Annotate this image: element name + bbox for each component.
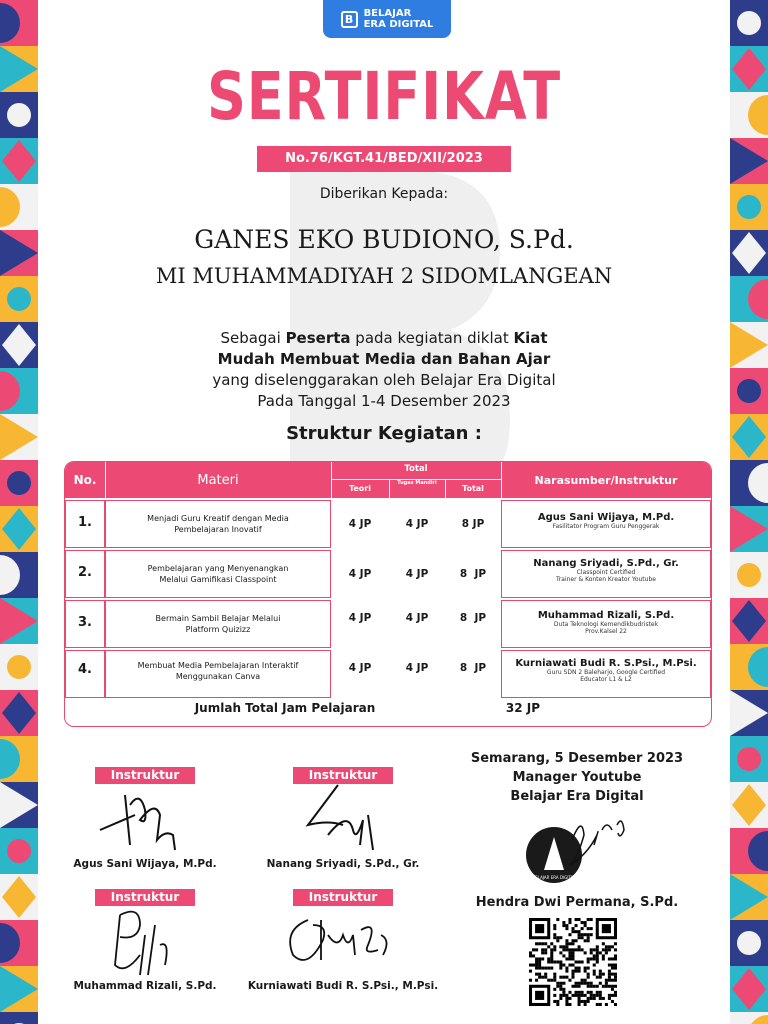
narasumber-role: Educator L1 & L2 xyxy=(580,676,632,683)
row-teori: 4 JP xyxy=(348,568,372,580)
signature-kurniawati xyxy=(283,910,393,970)
border-tile xyxy=(0,598,38,644)
instructor-tag: Instruktur xyxy=(293,767,393,784)
border-tile xyxy=(0,92,38,138)
desc-text: pada kegiatan diklat xyxy=(350,329,514,347)
narasumber-role: Classpoint Certified xyxy=(576,569,636,576)
structure-title: Struktur Kegiatan : xyxy=(286,423,482,444)
border-tile xyxy=(0,966,38,1012)
given-to-label: Diberikan Kepada: xyxy=(319,186,449,202)
desc-organizer: yang diselenggarakan oleh Belajar Era Digital xyxy=(212,371,556,389)
signature-rizali xyxy=(100,905,180,980)
instructor-name: Nanang Sriyadi, S.Pd., Gr. xyxy=(266,858,420,870)
border-tile xyxy=(730,46,768,92)
table-row xyxy=(65,650,711,698)
instructor-name: Agus Sani Wijaya, M.Pd. xyxy=(73,858,217,870)
desc-event: Mudah Membuat Media dan Bahan Ajar xyxy=(217,350,551,368)
border-tile xyxy=(0,874,38,920)
border-tile xyxy=(730,460,768,506)
row-tugas: 4 JP xyxy=(405,662,429,674)
brand-logo-icon: B xyxy=(341,11,358,28)
materi-line: Melalui Gamifikasi Classpoint xyxy=(159,575,277,584)
row-tugas: 4 JP xyxy=(405,518,429,530)
border-tile xyxy=(0,506,38,552)
narasumber-name: Nanang Sriyadi, S.Pd., Gr. xyxy=(533,558,679,569)
materi-line: Pembelajaran Inovatif xyxy=(174,525,262,534)
table-row xyxy=(65,550,711,598)
border-tile xyxy=(0,552,38,598)
materi-line: Menjadi Guru Kreatif dengan Media xyxy=(147,514,289,523)
border-tile xyxy=(0,644,38,690)
header-divider xyxy=(331,479,501,480)
recipient-name: GANES EKO BUDIONO, S.Pd. xyxy=(194,225,574,254)
instructor-tag: Instruktur xyxy=(95,767,195,784)
narasumber-role: Guru SDN 2 Baleharjo, Google Certified xyxy=(546,669,666,676)
manager-title: Manager Youtube xyxy=(512,770,642,785)
row-teori: 4 JP xyxy=(348,612,372,624)
place-date: Semarang, 5 Desember 2023 xyxy=(470,751,684,766)
row-teori: 4 JP xyxy=(348,662,372,674)
narasumber-name: Kurniawati Budi R. S.Psi., M.Psi. xyxy=(515,658,697,669)
row-total: 8 JP xyxy=(461,518,485,530)
border-tile xyxy=(730,138,768,184)
desc-role: Peserta xyxy=(285,329,351,347)
row-total: 8 JP xyxy=(459,612,487,624)
border-tile xyxy=(0,736,38,782)
instructor-name: Muhammad Rizali, S.Pd. xyxy=(73,980,217,992)
brand-name-line2: ERA DIGITAL xyxy=(363,19,434,30)
materi-line: Pembelajaran yang Menyenangkan xyxy=(147,564,289,573)
manager-stamp-signature xyxy=(522,815,637,890)
stamp-text: BELAJAR ERA DIGITAL xyxy=(532,875,576,880)
border-tile xyxy=(0,920,38,966)
header-teori: Teori xyxy=(348,484,371,493)
header-total: Total xyxy=(462,484,484,493)
materi-line: Bermain Sambil Belajar Melalui xyxy=(155,614,281,623)
row-materi xyxy=(109,613,327,635)
header-divider xyxy=(501,462,502,498)
header-divider xyxy=(445,480,446,498)
narasumber-role: Fasilitator Program Guru Penggerak xyxy=(552,523,660,530)
certificate-title: SERTIFIKAT xyxy=(206,58,562,135)
border-tile xyxy=(730,0,768,46)
header-narasumber: Narasumber/Instruktur xyxy=(534,474,678,487)
border-tile xyxy=(730,644,768,690)
row-total: 8 JP xyxy=(459,568,487,580)
border-tile xyxy=(0,690,38,736)
header-divider xyxy=(389,480,390,498)
materi-line: Platform Quizizz xyxy=(185,625,251,634)
narasumber-name: Agus Sani Wijaya, M.Pd. xyxy=(537,512,675,523)
border-tile xyxy=(730,92,768,138)
recipient-institution: MI MUHAMMADIYAH 2 SIDOMLANGEAN xyxy=(155,264,613,288)
brand-name-line1: BELAJAR xyxy=(363,8,412,19)
signature-agus xyxy=(95,785,195,855)
instructor-tag: Instruktur xyxy=(293,889,393,906)
total-hours-value: 32 JP xyxy=(505,701,541,715)
row-total: 8 JP xyxy=(459,662,487,674)
certificate-description xyxy=(0,328,768,412)
instructor-tag: Instruktur xyxy=(95,889,195,906)
manager-name: Hendra Dwi Permana, S.Pd. xyxy=(475,895,679,910)
header-materi: Materi xyxy=(197,473,239,488)
header-divider xyxy=(331,462,332,498)
border-tile xyxy=(730,552,768,598)
row-narasumber xyxy=(501,610,711,635)
border-tile xyxy=(730,690,768,736)
issuance-block xyxy=(447,749,707,806)
desc-event: Kiat xyxy=(513,329,548,347)
qr-code-icon[interactable] xyxy=(529,918,617,1006)
row-materi xyxy=(109,563,327,585)
row-tugas: 4 JP xyxy=(405,612,429,624)
row-no: 4. xyxy=(78,662,92,677)
desc-date: Pada Tanggal 1-4 Desember 2023 xyxy=(257,392,511,410)
narasumber-role: Duta Teknologi Kemendikbudristek xyxy=(553,621,659,628)
table-row xyxy=(65,600,711,648)
total-hours-label: Jumlah Total Jam Pelajaran xyxy=(194,701,376,715)
border-tile xyxy=(730,782,768,828)
header-no: No. xyxy=(73,473,97,487)
border-tile xyxy=(730,506,768,552)
certificate-number: No.76/KGT.41/BED/XII/2023 xyxy=(257,146,511,172)
brand-name xyxy=(364,8,434,30)
left-decorative-border xyxy=(0,0,38,1024)
row-no: 1. xyxy=(78,515,92,530)
header-tugas: Tugas Mandiri xyxy=(397,480,437,486)
brand-badge xyxy=(323,0,451,38)
border-tile xyxy=(0,46,38,92)
border-tile xyxy=(0,782,38,828)
row-materi xyxy=(109,513,327,535)
materi-line: Menggunakan Canva xyxy=(175,672,261,681)
header-divider xyxy=(105,462,106,498)
desc-text: Sebagai xyxy=(220,329,286,347)
border-tile xyxy=(0,1012,38,1024)
narasumber-name: Muhammad Rizali, S.Pd. xyxy=(537,610,675,621)
narasumber-role: Trainer & Konten Kreator Youtube xyxy=(556,576,656,583)
materi-line: Membuat Media Pembelajaran Interaktif xyxy=(137,661,299,670)
row-narasumber xyxy=(501,558,711,583)
right-decorative-border xyxy=(730,0,768,1024)
organization-name: Belajar Era Digital xyxy=(510,789,644,804)
row-narasumber xyxy=(501,512,711,530)
border-tile xyxy=(0,828,38,874)
row-no: 2. xyxy=(78,565,92,580)
border-tile xyxy=(730,598,768,644)
row-no: 3. xyxy=(78,615,92,630)
border-tile xyxy=(0,0,38,46)
border-tile xyxy=(730,736,768,782)
row-tugas: 4 JP xyxy=(405,568,429,580)
border-tile xyxy=(730,1012,768,1024)
signature-nanang xyxy=(298,780,388,855)
row-narasumber xyxy=(501,658,711,683)
row-teori: 4 JP xyxy=(348,518,372,530)
row-materi xyxy=(109,660,327,682)
activity-table xyxy=(64,461,712,727)
instructor-name: Kurniawati Budi R. S.Psi., M.Psi. xyxy=(247,980,439,992)
border-tile xyxy=(730,874,768,920)
border-tile xyxy=(0,460,38,506)
header-total-group: Total xyxy=(404,464,428,474)
table-row xyxy=(65,500,711,548)
border-tile xyxy=(0,138,38,184)
border-tile xyxy=(730,966,768,1012)
narasumber-role: Prov.Kalsel 22 xyxy=(585,628,627,635)
border-tile xyxy=(730,828,768,874)
border-tile xyxy=(730,920,768,966)
table-header xyxy=(65,462,711,498)
